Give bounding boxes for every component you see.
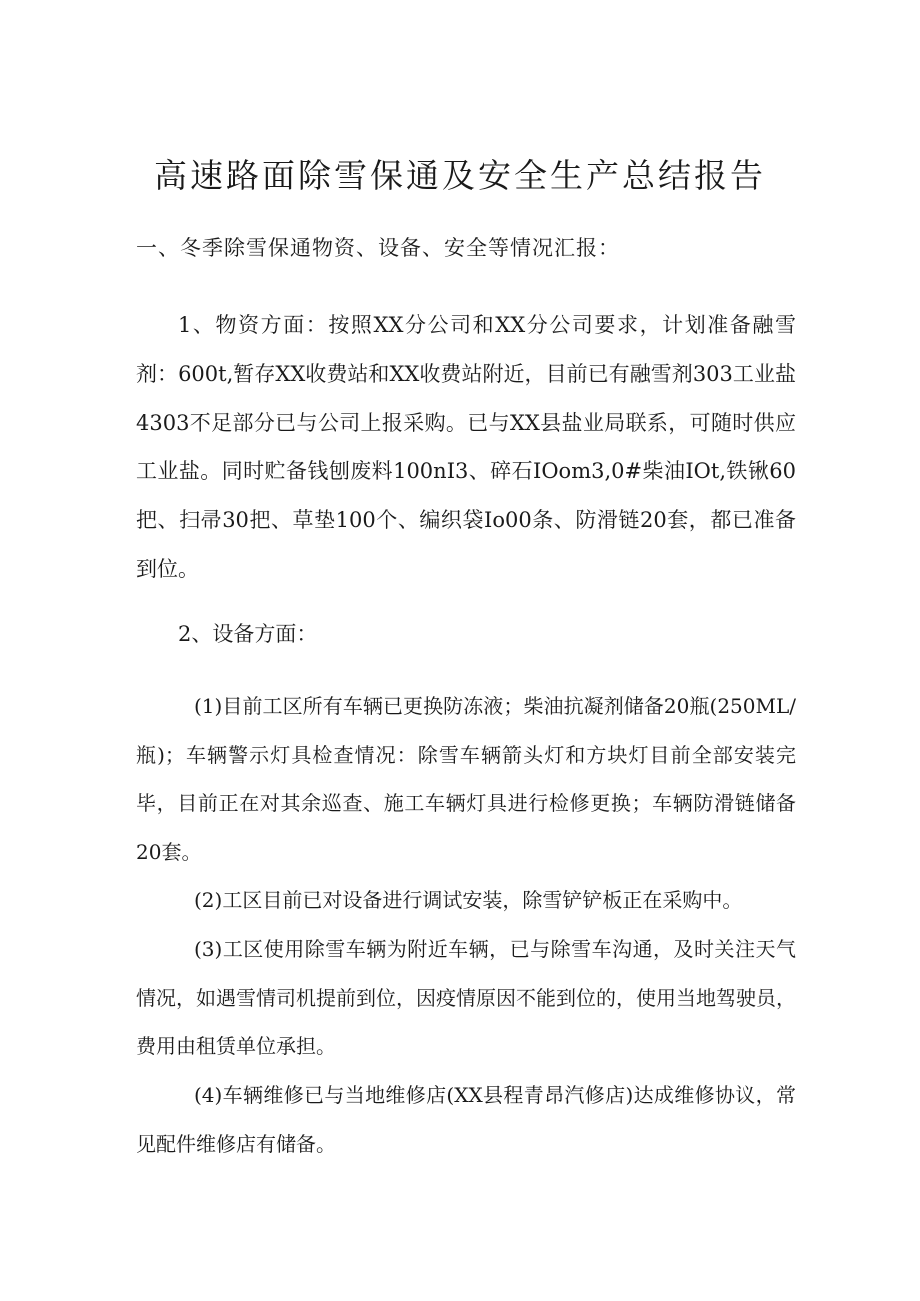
equipment-item-1: (1)目前工区所有车辆已更换防冻液；柴油抗凝剂储备20瓶(250ML/瓶)；车辆警示灯具检查情况：除雪车辆箭头灯和方块灯目前全部安装完毕，目前正在对其余巡查、施工车辆灯具进行检修更换；车辆防滑链储备20套。 bbox=[136, 694, 796, 864]
section-heading-winter-snow-clearance: 一、冬季除雪保通物资、设备、安全等情况汇报： bbox=[136, 236, 620, 260]
materials-lead: 1、物资方面： bbox=[178, 313, 329, 337]
materials-paragraph bbox=[136, 301, 796, 594]
equipment-heading: 2、设备方面： bbox=[178, 622, 318, 646]
document-title: 高速路面除雪保通及安全生产总结报告 bbox=[154, 156, 766, 195]
equipment-item-4: (4)车辆维修已与当地维修店(XX县程青昂汽修店)达成维修协议，常见配件维修店有储备。 bbox=[136, 1083, 796, 1156]
equipment-item-3: (3)工区使用除雪车辆为附近车辆，已与除雪车沟通，及时关注天气情况，如遇雪情司机提前到位，因疫情原因不能到位的，使用当地驾驶员，费用由租赁单位承担。 bbox=[136, 937, 796, 1059]
equipment-item-2: (2)工区目前已对设备进行调试安装，除雪铲铲板正在采购中。 bbox=[194, 888, 743, 912]
materials-text: 按照XX分公司和XX分公司要求，计划准备融雪剂：600t,暂存XX收费站和XX收费站附近，目前已有融雪剂303工业盐4303不足部分已与公司上报采购。已与XX县盐业局联系，可随时供应工业盐。同时贮备钱刨废料100nI3、碎石IOom3,0#柴油IOt,铁锹60把、扫帚30把、草垫100个、编织袋Io00条、防滑链20套，都已准备到位。 bbox=[136, 313, 796, 581]
